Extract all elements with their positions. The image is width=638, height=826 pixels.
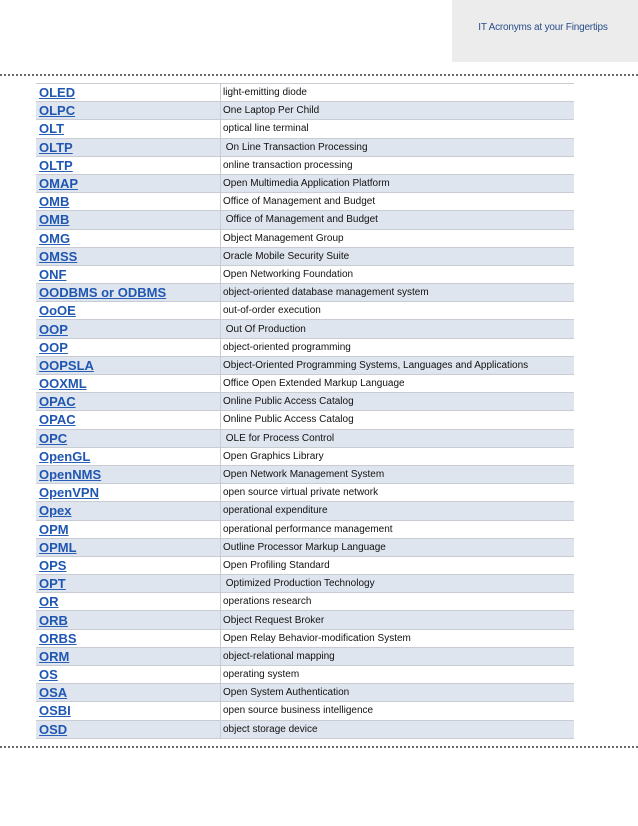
acronym-link[interactable]: OPC: [39, 430, 68, 446]
acronym-link[interactable]: OOP: [39, 339, 68, 355]
acronym-link[interactable]: OMSS: [39, 248, 78, 264]
table-row: [36, 648, 574, 666]
acronym-link[interactable]: OOPSLA: [39, 357, 94, 373]
table-row: [36, 230, 574, 248]
definition-text: Open Networking Foundation: [220, 266, 574, 283]
table-row: [36, 339, 574, 357]
acronym-link[interactable]: OLT: [39, 121, 65, 137]
table-row: [36, 430, 574, 448]
table-row: [36, 393, 574, 411]
table-row: [36, 248, 574, 266]
acronym-link[interactable]: OMG: [39, 230, 71, 246]
table-row: [36, 266, 574, 284]
definition-text: object-relational mapping: [220, 648, 574, 665]
definition-text: Open Network Management System: [220, 466, 574, 483]
table-row: [36, 157, 574, 175]
acronym-link[interactable]: OLTP: [39, 139, 73, 155]
definition-text: Open Profiling Standard: [220, 557, 574, 574]
acronym-link[interactable]: OOP: [39, 321, 68, 337]
table-row: [36, 411, 574, 429]
definition-text: On Line Transaction Processing: [220, 139, 574, 156]
acronym-link[interactable]: OpenGL: [39, 448, 91, 464]
acronym-link[interactable]: OLED: [39, 85, 76, 101]
definition-text: Optimized Production Technology: [220, 575, 574, 592]
table-row: [36, 684, 574, 702]
acronym-link[interactable]: OPT: [39, 576, 66, 592]
table-row: [36, 302, 574, 320]
acronym-link[interactable]: OS: [39, 667, 58, 683]
definition-text: Object Management Group: [220, 230, 574, 247]
page-header-title: IT Acronyms at your Fingertips: [478, 22, 608, 33]
definition-text: Out Of Production: [220, 320, 574, 337]
table-row: [36, 593, 574, 611]
definition-text: Online Public Access Catalog: [220, 411, 574, 428]
definition-text: One Laptop Per Child: [220, 102, 574, 119]
acronym-link[interactable]: OPAC: [39, 412, 76, 428]
definition-text: operating system: [220, 666, 574, 683]
table-row: [36, 502, 574, 520]
definition-text: online transaction processing: [220, 157, 574, 174]
definition-text: out-of-order execution: [220, 302, 574, 319]
definition-text: Open Multimedia Application Platform: [220, 175, 574, 192]
table-row: [36, 320, 574, 338]
table-row: [36, 139, 574, 157]
acronym-link[interactable]: ORBS: [39, 630, 77, 646]
table-row: [36, 702, 574, 720]
table-row: [36, 666, 574, 684]
definition-text: optical line terminal: [220, 120, 574, 137]
acronym-link[interactable]: OpenNMS: [39, 467, 102, 483]
acronym-link[interactable]: OOXML: [39, 376, 87, 392]
table-row: [36, 284, 574, 302]
table-row: [36, 448, 574, 466]
acronym-link[interactable]: OODBMS or ODBMS: [39, 285, 167, 301]
acronym-link[interactable]: OSA: [39, 685, 68, 701]
top-dotted-divider: [0, 74, 638, 76]
table-row: [36, 611, 574, 629]
acronym-link[interactable]: OoOE: [39, 303, 76, 319]
definition-text: Open System Authentication: [220, 684, 574, 701]
table-row: [36, 120, 574, 138]
acronym-link[interactable]: ONF: [39, 266, 67, 282]
table-row: [36, 211, 574, 229]
definition-text: light-emitting diode: [220, 84, 574, 101]
table-row: [36, 375, 574, 393]
definition-text: open source business intelligence: [220, 702, 574, 719]
definition-text: open source virtual private network: [220, 484, 574, 501]
acronym-link[interactable]: OLPC: [39, 103, 76, 119]
table-row: [36, 575, 574, 593]
definition-text: Object Request Broker: [220, 611, 574, 628]
definition-text: operations research: [220, 593, 574, 610]
acronym-table: [36, 83, 574, 739]
table-row: [36, 466, 574, 484]
table-row: [36, 102, 574, 120]
bottom-dotted-divider: [0, 746, 638, 748]
definition-text: operational expenditure: [220, 502, 574, 519]
acronym-link[interactable]: OSD: [39, 721, 68, 737]
definition-text: object storage device: [220, 721, 574, 738]
acronym-link[interactable]: OSBI: [39, 703, 71, 719]
definition-text: Oracle Mobile Security Suite: [220, 248, 574, 265]
acronym-link[interactable]: OMAP: [39, 176, 78, 192]
acronym-link[interactable]: OR: [39, 594, 59, 610]
acronym-link[interactable]: OPS: [39, 557, 67, 573]
acronym-link[interactable]: OLTP: [39, 157, 73, 173]
table-row: [36, 193, 574, 211]
table-row: [36, 84, 574, 102]
acronym-link[interactable]: OMB: [39, 194, 70, 210]
table-row: [36, 357, 574, 375]
acronym-link[interactable]: OpenVPN: [39, 485, 99, 501]
acronym-link[interactable]: OPAC: [39, 394, 76, 410]
definition-text: Outline Processor Markup Language: [220, 539, 574, 556]
table-row: [36, 175, 574, 193]
definition-text: Office of Management and Budget: [220, 211, 574, 228]
table-row: [36, 557, 574, 575]
acronym-link[interactable]: Opex: [39, 503, 72, 519]
definition-text: Open Graphics Library: [220, 448, 574, 465]
definition-text: Office Open Extended Markup Language: [220, 375, 574, 392]
table-row: [36, 484, 574, 502]
acronym-link[interactable]: ORM: [39, 648, 70, 664]
acronym-link[interactable]: OPM: [39, 521, 69, 537]
definition-text: Online Public Access Catalog: [220, 393, 574, 410]
definition-text: object-oriented database management system: [220, 284, 574, 301]
table-row: [36, 630, 574, 648]
table-row: [36, 539, 574, 557]
definition-text: OLE for Process Control: [220, 430, 574, 447]
definition-text: operational performance management: [220, 521, 574, 538]
definition-text: Object-Oriented Programming Systems, Languages and Applications: [220, 357, 574, 374]
definition-text: Office of Management and Budget: [220, 193, 574, 210]
definition-text: Open Relay Behavior-modification System: [220, 630, 574, 647]
acronym-link[interactable]: ORB: [39, 612, 68, 628]
acronym-link[interactable]: OMB: [39, 212, 70, 228]
table-row: [36, 721, 574, 739]
table-row: [36, 521, 574, 539]
acronym-link[interactable]: OPML: [39, 539, 77, 555]
definition-text: object-oriented programming: [220, 339, 574, 356]
